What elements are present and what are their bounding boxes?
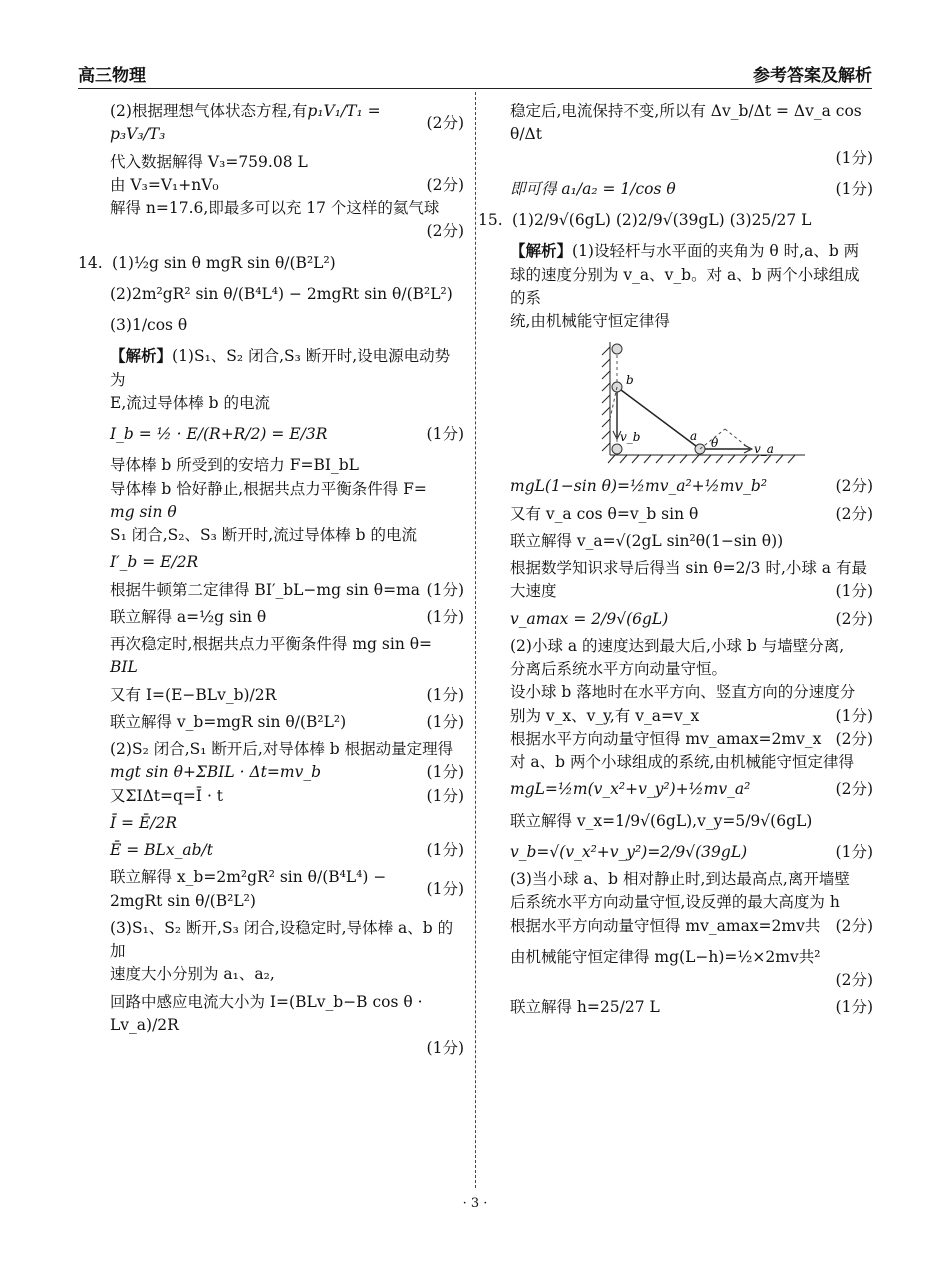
q14-analysis-1: 【解析】(1)S₁、S₂ 闭合,S₃ 断开时,设电源电动势为	[110, 347, 451, 389]
wall-hatch	[602, 342, 610, 455]
ball-initial-top	[612, 344, 622, 354]
cont-line1: 稳定后,电流保持不变,所以有 Δv_b/Δt = Δv_a cos θ/Δt	[510, 102, 862, 144]
q14-analysis-16: 联立解得 x_b=2m²gR² sin θ/(B⁴L⁴) − 2mgRt sin θ/(B²L²) (1分)	[110, 868, 464, 910]
q15-analysis-12: (3)当小球 a、b 相对静止时,到达最高点,离开墙壁	[510, 870, 850, 888]
q15-analysis-10: 根据水平方向动量守恒得 mv_amax=2mv_x (2分)	[510, 729, 873, 748]
q13-formula: p₁V₁/T₁ = p₃V₃/T₃	[110, 102, 381, 144]
q14-analysis-17: (3)S₁、S₂ 断开,S₃ 闭合,设稳定时,导体棒 a、b 的加	[110, 918, 454, 960]
q15-eq4: v_amax = 2/9√(6gL) (2分)	[510, 609, 873, 628]
q14-analysis-7: 根据牛顿第二定律得 BI′_bL−mg sin θ=ma (1分)	[110, 580, 464, 599]
header-subject: 高三物理	[78, 66, 146, 86]
page-number: · 3 ·	[462, 1196, 488, 1211]
q14-analysis-11: 又有 I=(E−BLv_b)/2R (1分)	[110, 685, 464, 704]
q14-analysis-2: E,流过导体棒 b 的电流	[110, 393, 271, 412]
q14-analysis-3: 导体棒 b 所受到的安培力 F=BI_bL	[110, 456, 359, 475]
q15-analysis-5: 大速度 (1分)	[510, 582, 873, 601]
column-divider	[475, 92, 476, 1188]
q14-analysis-14: mgt sin θ+ΣBIL · Δt=mv_b (1分)	[110, 763, 464, 782]
q15-analysis-4: 根据数学知识求导后得当 sin θ=2/3 时,小球 a 有最	[510, 559, 867, 577]
q14-analysis-4: 导体棒 b 恰好静止,根据共点力平衡条件得 F=	[110, 479, 427, 498]
q15-analysis-3: 统,由机械能守恒定律得	[510, 312, 670, 330]
label-b: b	[626, 373, 634, 388]
q14-analysis-15: 又ΣIΔt=q=Ī · t (1分)	[110, 786, 464, 805]
q14-answer1: 14. (1)½g sin θ mgR sin θ/(B²L²)	[78, 253, 336, 272]
q15-analysis-6: (2)小球 a 的速度达到最大后,小球 b 与墙壁分离,	[510, 636, 845, 655]
q14-analysis-10: BIL	[110, 658, 138, 677]
q14-analysis-18: 速度大小分别为 a₁、a₂,	[110, 965, 275, 984]
q15-analysis-15: 由机械能守恒定律得 mg(L−h)=½×2mv共²	[510, 947, 821, 966]
q14-analysis-8: 联立解得 a=½g sin θ (1分)	[110, 607, 464, 626]
q14-eq-ibar: Ī = Ē/2R	[110, 813, 178, 832]
q15-eq3: 联立解得 v_a=√(2gL sin²θ(1−sin θ))	[510, 531, 784, 550]
q14-analysis-12: 联立解得 v_b=mgR sin θ/(B²L²) (1分)	[110, 712, 464, 731]
label-a: a	[690, 429, 698, 444]
q13-line1: (2)根据理想气体状态方程,有p₁V₁/T₁ = p₃V₃/T₃ (2分)	[110, 102, 464, 144]
left-column: (2)根据理想气体状态方程,有p₁V₁/T₁ = p₃V₃/T₃ (2分) 代入数据解得 V₃=759.08 L 由 V₃=V₁+nV₀ (2分) 解得 n=17.6,即最多可以充 17 个这样的氦气球 (2分) 14. (1)½g sin θ mgR sin θ/(B²L²) (2)2m²gR² sin θ/(B⁴L⁴) − 2mgRt sin θ/(B²L²) (3)1/cos θ 【解析】(1)S₁、S₂ 闭合,S₃ 断开时,设电源电动势为 E,流过导体棒 b 的电流 I_b = ½ · E/(R+R/2) = E/3R (1分) 导体棒 b 所受到的安培力 F=BI_bL 导体棒 b 恰好静止,根据共点力平衡条件得 F= mg sin θ S₁ 闭合,S₂、S₃ 断开时,流过导体棒 b 的电流 I′_b = E/2R 根据牛顿第二定律得 BI′_bL−mg sin θ=ma (1分) 联立解得 a=½g sin θ (1分) 再次稳定时,根据共点力平衡条件得 mg sin θ= BIL 又有 I=(E−BLv_b)/2R (1分) 联立解得 v_b=mgR sin θ/(B²L²) (1分) (2)S₂ 闭合,S₁ 断开后,对导体棒 b 根据动量定理得 mgt sin θ+ΣBIL · Δt=mv_b (1分) 又ΣIΔt=q=Ī · t (1分) Ī = Ē/2R Ē = BLx_ab/t (1分) 联立解得 x_b=2m²gR² sin θ/(B⁴L⁴) − 2mgRt sin θ/(B²L²) (1分) (3)S₁、S₂ 断开,S₃ 闭合,设稳定时,导体棒 a、b 的加 速度大小分别为 a₁、a₂, 回路中感应电流大小为 I=(BLv_b−B cos θ · Lv_a)/2R (1分)	[78, 102, 464, 1057]
q14-eq-ib: I_b = ½ · E/(R+R/2) = E/3R (1分)	[110, 425, 464, 443]
q14-analysis-19: 回路中感应电流大小为 I=(BLv_b−B cos θ · Lv_a)/2R	[110, 992, 423, 1034]
q15-analysis-7: 分离后系统水平方向动量守恒。	[510, 660, 728, 678]
label-theta: θ	[711, 436, 719, 451]
q15-eq2: 又有 v_a cos θ=v_b sin θ (2分)	[510, 504, 873, 523]
q15-analysis-13: 后系统水平方向动量守恒,设反弹的最大高度为 h	[510, 893, 840, 912]
q15-analysis-1: 【解析】(1)设轻杆与水平面的夹角为 θ 时,a、b 两	[510, 242, 860, 261]
q15-analysis-9: 别为 v_x、v_y,有 v_a=v_x (1分)	[510, 706, 873, 725]
q15-eq7: v_b=√(v_x²+v_y²)=2/9√(39gL) (1分)	[510, 842, 873, 861]
q13-line3: 由 V₃=V₁+nV₀ (2分)	[110, 175, 464, 194]
q13-line4: 解得 n=17.6,即最多可以充 17 个这样的氦气球	[110, 199, 440, 217]
q15-eq8: 联立解得 h=25/27 L (1分)	[510, 998, 873, 1017]
label-va: v_a	[754, 442, 774, 457]
page-header	[78, 60, 872, 89]
q14-answer2: (2)2m²gR² sin θ/(B⁴L⁴) − 2mgRt sin θ/(B²L²)	[110, 284, 453, 303]
q14-answer3: (3)1/cos θ	[110, 316, 188, 334]
ball-initial-bottom	[612, 444, 622, 454]
label-vb: v_b	[620, 430, 641, 445]
q15-eq1: mgL(1−sin θ)=½mv_a²+½mv_b² (2分)	[510, 477, 873, 496]
q13-line2: 代入数据解得 V₃=759.08 L	[110, 152, 308, 171]
q14-eq-ebar: Ē = BLx_ab/t (1分)	[110, 841, 464, 859]
q15-analysis-14: 根据水平方向动量守恒得 mv_amax=2mv共 (2分)	[510, 916, 873, 935]
q14-eq-ib-prime: I′_b = E/2R	[110, 553, 199, 572]
q15-analysis-11: 对 a、b 两个小球组成的系统,由机械能守恒定律得	[510, 753, 854, 771]
q15-analysis-8: 设小球 b 落地时在水平方向、竖直方向的分速度分	[510, 683, 856, 702]
cont-line2: 即可得 a₁/a₂ = 1/cos θ (1分)	[510, 179, 873, 198]
q15-eq5: mgL=½m(v_x²+v_y²)+½mv_a² (2分)	[510, 780, 873, 799]
header-section: 参考答案及解析	[753, 66, 872, 86]
q14-analysis-9: 再次稳定时,根据共点力平衡条件得 mg sin θ=	[110, 635, 433, 653]
q14-analysis-13: (2)S₂ 闭合,S₁ 断开后,对导体棒 b 根据动量定理得	[110, 740, 454, 758]
q15-analysis-2: 球的速度分别为 v_a、v_b。对 a、b 两个小球组成的系	[510, 265, 860, 307]
q15-diagram	[580, 337, 810, 467]
ground-hatch	[608, 455, 805, 463]
q15-answers: 15. (1)2/9√(6gL) (2)2/9√(39gL) (3)25/27 L	[478, 211, 812, 229]
q15-eq6: 联立解得 v_x=1/9√(6gL),v_y=5/9√(6gL)	[510, 811, 813, 830]
q14-analysis-6: S₁ 闭合,S₂、S₃ 断开时,流过导体棒 b 的电流	[110, 526, 417, 544]
q14-analysis-5: mg sin θ	[110, 502, 177, 521]
right-column: 稳定后,电流保持不变,所以有 Δv_b/Δt = Δv_a cos θ/Δt (1分) 即可得 a₁/a₂ = 1/cos θ (1分) 15. (1)2/9√(6gL) (2)2/9√(39gL) (3)25/27 L 【解析】(1)设轻杆与水平面的夹角为 θ 时,a、b 两 球的速度分别为 v_a、v_b。对 a、b 两个小球组成的系 统,由机械能守恒定律得 b a v_b v_a θ mgL(1−sin θ)=½mv_a²+½mv_b² (2分) 又有 v_a cos θ=v_b sin θ (2分) 联立解得 v_a=√(2gL sin²θ(1−sin θ)) 根据数学知识求导后得当 sin θ=2/3 时,小球 a 有最 大速度 (1分) v_amax = 2/9√(6gL) (2分) (2)小球 a 的速度达到最大后,小球 b 与墙壁分离, 分离后系统水平方向动量守恒。 设小球 b 落地时在水平方向、竖直方向的分速度分 别为 v_x、v_y,有 v_a=v_x (1分) 根据水平方向动量守恒得 mv_amax=2mv_x (2分) 对 a、b 两个小球组成的系统,由机械能守恒定律得 mgL=½m(v_x²+v_y²)+½mv_a² (2分) 联立解得 v_x=1/9√(6gL),v_y=5/9√(6gL) v_b=√(v_x²+v_y²)=2/9√(39gL) (1分) (3)当小球 a、b 相对静止时,到达最高点,离开墙壁 后系统水平方向动量守恒,设反弹的最大高度为 h 根据水平方向动量守恒得 mv_amax=2mv共 (2分) 由机械能守恒定律得 mg(L−h)=½×2mv共² (2分) 联立解得 h=25/27 L (1分)	[510, 98, 873, 1020]
